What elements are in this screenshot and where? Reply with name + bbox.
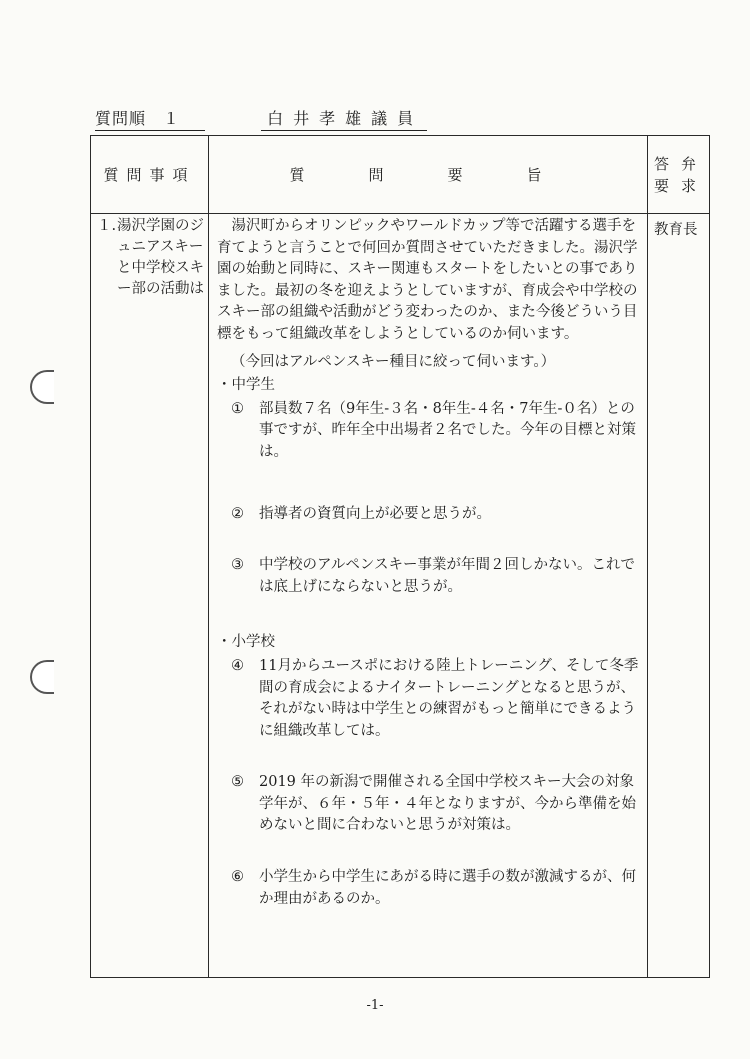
list-item <box>231 656 639 742</box>
topic-number: １. <box>97 218 117 234</box>
section-title: ・小学校 <box>217 634 275 651</box>
item-text: 11月からユースポにおける陸上トレーニング、そして冬季間の育成会によるナイタートレーニングとなると思うが、それがない時は中学生との練習がもっと簡単にできるように組織改革しては。 <box>259 657 639 739</box>
table-header-row <box>91 136 710 214</box>
item-mark: ② <box>231 505 244 522</box>
header-answer-line2: 要求 <box>654 176 709 195</box>
summary-intro: 湯沢町からオリンピックやワールドカップ等で活躍する選手を育てようと言うことで何回か質問させていただきました。湯沢学園の始動と同時に、スキー関連もスタートをしたいとの事でありました。最初の冬を迎えようとしていますが、育成会や中学校のスキー部の組織や活動がどう変わったのか、また今後どういう目標をもって組織改革をしようとしているのか伺います。 <box>217 218 638 342</box>
page-number: -1- <box>366 998 384 1013</box>
answer-cell: 教育長 <box>648 214 710 978</box>
section-title: ・中学生 <box>217 377 275 394</box>
header-answer <box>648 136 710 214</box>
header-answer-line1: 答弁 <box>654 154 709 173</box>
item-mark: ① <box>231 400 244 417</box>
item-mark: ③ <box>231 557 244 574</box>
member-name: 白井孝雄議員 <box>261 106 427 131</box>
topic-cell <box>91 214 209 978</box>
item-mark: ⑤ <box>231 774 244 791</box>
list-item <box>231 772 639 837</box>
item-text: 中学校のアルペンスキー事業が年間２回しかない。これでは底上げにならないと思うが。 <box>259 557 635 595</box>
question-order: 質問順 １ <box>95 106 205 131</box>
binder-hole-bottom <box>30 660 54 694</box>
list-item <box>231 867 639 910</box>
topic-text: 湯沢学園のジュニアスキーと中学校スキー部の活動は <box>117 218 204 297</box>
item-mark: ④ <box>231 657 244 674</box>
item-text: 指導者の資質向上が必要と思うが。 <box>259 505 491 522</box>
section-elementary <box>217 632 639 910</box>
binder-hole-top <box>30 370 54 404</box>
item-mark: ⑥ <box>231 869 244 886</box>
item-text: 部員数７名（9年生‐３名・8年生‐４名・7年生‐０名）との事ですが、昨年全中出場者２名でした。今年の目標と対策は。 <box>259 400 636 460</box>
item-text: 2019 年の新潟で開催される全国中学校スキー大会の対象学年が、６年・５年・４年となりますが、今から準備を始めないと間に合わないと思うが対策は。 <box>259 774 636 834</box>
list-item <box>231 399 639 464</box>
header-summary: 質問要旨 <box>209 136 648 214</box>
list-item <box>231 504 639 526</box>
section-junior-high <box>217 375 639 598</box>
header-topic: 質問事項 <box>91 136 209 214</box>
list-item <box>231 555 639 598</box>
summary-note: （今回はアルペンスキー種目に絞って伺います。） <box>231 353 556 370</box>
item-text: 小学生から中学生にあがる時に選手の数が激減するが、何か理由があるのか。 <box>259 869 636 907</box>
question-table <box>90 135 710 978</box>
document-header <box>95 106 427 131</box>
table-row <box>91 214 710 978</box>
summary-cell <box>209 214 648 978</box>
